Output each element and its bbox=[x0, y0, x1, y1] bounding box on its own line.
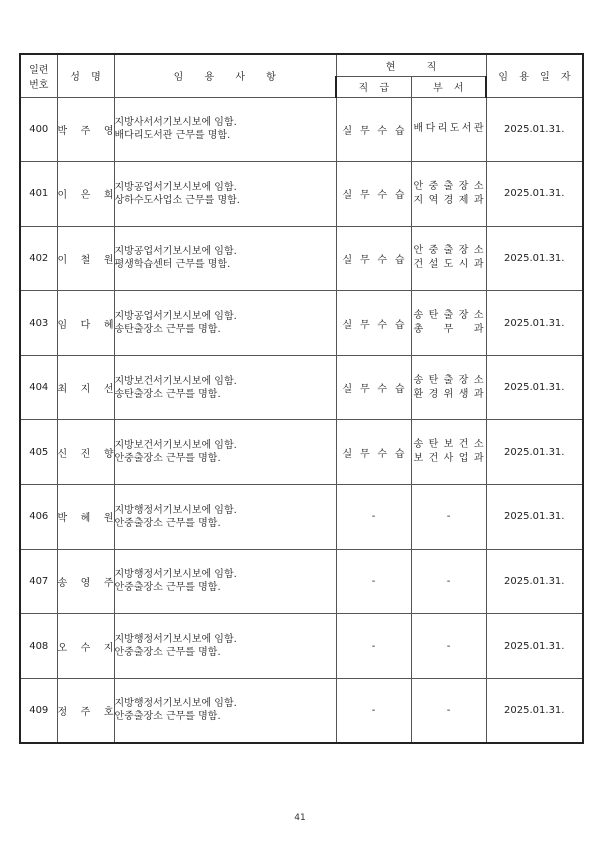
appointment-rank-text: 지방보건서기보시보에 임함. bbox=[114, 375, 237, 387]
char: 중 bbox=[428, 245, 439, 257]
header-detail-label: 임 용 사 항 bbox=[173, 72, 285, 84]
char: 출 bbox=[443, 180, 454, 192]
char: 실 bbox=[342, 254, 353, 266]
serial-number-cell: 408 bbox=[20, 614, 57, 679]
serial-number-cell: 402 bbox=[20, 226, 57, 291]
name-cell bbox=[57, 162, 114, 227]
header-dept-label: 부 서 bbox=[433, 83, 468, 94]
appointment-detail-cell bbox=[114, 485, 336, 550]
char: 수 bbox=[377, 125, 388, 137]
char: 생 bbox=[458, 388, 469, 400]
char: 이 bbox=[57, 190, 68, 202]
char: 습 bbox=[394, 448, 405, 460]
appointment-rank-text: 지방행정서기보시보에 임함. bbox=[114, 569, 237, 581]
table-row bbox=[20, 678, 583, 743]
char: 송 bbox=[413, 374, 424, 386]
char: 수 bbox=[377, 319, 388, 331]
char: 다 bbox=[80, 319, 91, 331]
char: 장 bbox=[458, 245, 469, 257]
char: 철 bbox=[80, 254, 91, 266]
appointment-rank-text: 지방행정서기보시보에 임함. bbox=[114, 634, 237, 646]
char: 다 bbox=[425, 123, 436, 135]
appointment-date-cell: 2025.01.31. bbox=[486, 355, 583, 420]
char: 건 bbox=[428, 453, 439, 465]
char: 소 bbox=[473, 245, 484, 257]
department-cell: - bbox=[411, 678, 486, 743]
char: 사 bbox=[443, 453, 454, 465]
char: 무 bbox=[359, 384, 370, 396]
char: 제 bbox=[458, 194, 469, 206]
char: 리 bbox=[437, 123, 448, 135]
department-cell bbox=[411, 162, 486, 227]
department-cell: - bbox=[411, 485, 486, 550]
department-cell bbox=[411, 420, 486, 485]
serial-number-cell: 401 bbox=[20, 162, 57, 227]
table-row bbox=[20, 355, 583, 420]
name-cell bbox=[57, 355, 114, 420]
grade-cell bbox=[336, 291, 411, 356]
name-cell bbox=[57, 485, 114, 550]
char: 출 bbox=[443, 310, 454, 322]
appointment-date-cell: 2025.01.31. bbox=[486, 291, 583, 356]
char: 송 bbox=[413, 310, 424, 322]
assignment-text: 안중출장소 근무를 명함. bbox=[114, 582, 221, 594]
char: 희 bbox=[103, 190, 114, 202]
grade-cell bbox=[336, 97, 411, 162]
char: 지 bbox=[413, 194, 424, 206]
department-cell: - bbox=[411, 614, 486, 679]
serial-number-cell: 407 bbox=[20, 549, 57, 614]
char: 지 bbox=[80, 384, 91, 396]
serial-number-cell: 406 bbox=[20, 485, 57, 550]
appointment-detail-cell bbox=[114, 614, 336, 679]
char: 실 bbox=[342, 190, 353, 202]
appointment-rank-text: 지방행정서기보시보에 임함. bbox=[114, 504, 237, 516]
char: 무 bbox=[359, 319, 370, 331]
char: 오 bbox=[57, 642, 68, 654]
char: 실 bbox=[342, 125, 353, 137]
char: 건 bbox=[413, 259, 424, 271]
name-cell bbox=[57, 97, 114, 162]
appointment-rank-text: 지방공업서기보시보에 임함. bbox=[114, 311, 237, 323]
char: 탄 bbox=[428, 310, 439, 322]
char: 관 bbox=[473, 123, 484, 135]
appointment-date-cell: 2025.01.31. bbox=[486, 226, 583, 291]
assignment-text: 송탄출장소 근무를 명함. bbox=[114, 324, 221, 336]
appointment-rank-text: 지방공업서기보시보에 임함. bbox=[114, 181, 237, 193]
appointment-rank-text: 지방보건서기보시보에 임함. bbox=[114, 440, 237, 452]
appointment-date-cell: 2025.01.31. bbox=[486, 162, 583, 227]
department-cell bbox=[411, 291, 486, 356]
char: 안 bbox=[413, 180, 424, 192]
char: 무 bbox=[359, 125, 370, 137]
header-appointment-detail bbox=[114, 54, 336, 97]
appointment-date-cell: 2025.01.31. bbox=[486, 614, 583, 679]
header-serial-number bbox=[20, 54, 57, 97]
char: 경 bbox=[443, 194, 454, 206]
char: 지 bbox=[103, 642, 114, 654]
header-current-position bbox=[336, 54, 486, 76]
table-row bbox=[20, 614, 583, 679]
assignment-text: 평생학습센터 근무를 명함. bbox=[114, 259, 231, 271]
char: 과 bbox=[473, 259, 484, 271]
char: 수 bbox=[377, 384, 388, 396]
char: 탄 bbox=[428, 374, 439, 386]
char: 배 bbox=[413, 123, 424, 135]
char: 서 bbox=[461, 123, 472, 135]
grade-cell: - bbox=[336, 614, 411, 679]
appointment-rank-text: 지방사서서기보시보에 임함. bbox=[114, 117, 237, 129]
department-cell bbox=[411, 355, 486, 420]
grade-cell: - bbox=[336, 485, 411, 550]
char: 도 bbox=[443, 259, 454, 271]
char: 실 bbox=[342, 448, 353, 460]
char: 수 bbox=[377, 190, 388, 202]
appointment-date-cell: 2025.01.31. bbox=[486, 549, 583, 614]
header-name-label: 성 명 bbox=[70, 72, 105, 84]
char: 습 bbox=[394, 319, 405, 331]
grade-cell bbox=[336, 162, 411, 227]
char: 과 bbox=[473, 194, 484, 206]
char: 과 bbox=[473, 324, 484, 336]
name-cell bbox=[57, 291, 114, 356]
header-current-label: 현 직 bbox=[385, 61, 451, 73]
appointment-detail-cell bbox=[114, 226, 336, 291]
char: 습 bbox=[394, 384, 405, 396]
char: 주 bbox=[80, 706, 91, 718]
serial-number-cell: 403 bbox=[20, 291, 57, 356]
serial-number-cell: 409 bbox=[20, 678, 57, 743]
char: 환 bbox=[413, 388, 424, 400]
char: 소 bbox=[473, 374, 484, 386]
char: 경 bbox=[428, 388, 439, 400]
char: 선 bbox=[103, 384, 114, 396]
char: 안 bbox=[413, 245, 424, 257]
table-row bbox=[20, 291, 583, 356]
department-cell bbox=[411, 97, 486, 162]
appointment-table bbox=[19, 53, 584, 744]
char: 주 bbox=[103, 577, 114, 589]
char: 습 bbox=[394, 190, 405, 202]
char: 수 bbox=[377, 448, 388, 460]
char: 중 bbox=[428, 180, 439, 192]
appointment-date-cell: 2025.01.31. bbox=[486, 485, 583, 550]
name-cell bbox=[57, 549, 114, 614]
appointment-date-cell: 2025.01.31. bbox=[486, 678, 583, 743]
char: 설 bbox=[428, 259, 439, 271]
char: 영 bbox=[103, 125, 114, 137]
char: 보 bbox=[443, 439, 454, 451]
char: 출 bbox=[443, 245, 454, 257]
char: 향 bbox=[103, 448, 114, 460]
header-serial-line1: 일련 bbox=[29, 64, 49, 76]
char: 과 bbox=[473, 453, 484, 465]
char: 혜 bbox=[80, 513, 91, 525]
char: 습 bbox=[394, 254, 405, 266]
char: 역 bbox=[428, 194, 439, 206]
appointment-date-cell: 2025.01.31. bbox=[486, 97, 583, 162]
char: 수 bbox=[80, 642, 91, 654]
char: 소 bbox=[473, 439, 484, 451]
char: 이 bbox=[57, 254, 68, 266]
header-serial-line2: 번호 bbox=[29, 79, 49, 91]
char: 진 bbox=[80, 448, 91, 460]
name-cell bbox=[57, 678, 114, 743]
char: 박 bbox=[57, 513, 68, 525]
assignment-text: 상하수도사업소 근무를 명함. bbox=[114, 194, 240, 206]
serial-number-cell: 405 bbox=[20, 420, 57, 485]
char: 무 bbox=[359, 448, 370, 460]
name-cell bbox=[57, 420, 114, 485]
char: 건 bbox=[458, 439, 469, 451]
grade-cell bbox=[336, 355, 411, 420]
char: 총 bbox=[413, 324, 424, 336]
char: 혜 bbox=[103, 319, 114, 331]
header-grade bbox=[336, 76, 411, 97]
char: 호 bbox=[103, 706, 114, 718]
char: 송 bbox=[57, 577, 68, 589]
char: 원 bbox=[103, 513, 114, 525]
char: 은 bbox=[80, 190, 91, 202]
header-name bbox=[57, 54, 114, 97]
char: 도 bbox=[449, 123, 460, 135]
appointment-detail-cell bbox=[114, 355, 336, 420]
char: 보 bbox=[413, 453, 424, 465]
grade-cell: - bbox=[336, 678, 411, 743]
table-row bbox=[20, 226, 583, 291]
appointment-rank-text: 지방공업서기보시보에 임함. bbox=[114, 246, 237, 258]
char: 주 bbox=[80, 125, 91, 137]
appointment-detail-cell bbox=[114, 97, 336, 162]
char: 영 bbox=[80, 577, 91, 589]
department-cell bbox=[411, 226, 486, 291]
char: 소 bbox=[473, 180, 484, 192]
table-row bbox=[20, 97, 583, 162]
char: 실 bbox=[342, 319, 353, 331]
assignment-text: 송탄출장소 근무를 명함. bbox=[114, 388, 221, 400]
header-grade-label: 직 급 bbox=[358, 83, 393, 94]
assignment-text: 안중출장소 근무를 명함. bbox=[114, 711, 221, 723]
char: 과 bbox=[473, 388, 484, 400]
char: 정 bbox=[57, 706, 68, 718]
char: 무 bbox=[359, 190, 370, 202]
grade-cell bbox=[336, 226, 411, 291]
assignment-text: 안중출장소 근무를 명함. bbox=[114, 517, 221, 529]
name-cell bbox=[57, 226, 114, 291]
char: 장 bbox=[458, 374, 469, 386]
assignment-text: 배다리도서관 근무를 명함. bbox=[114, 130, 231, 142]
char: 출 bbox=[443, 374, 454, 386]
appointment-date-cell: 2025.01.31. bbox=[486, 420, 583, 485]
char: 장 bbox=[458, 310, 469, 322]
grade-cell bbox=[336, 420, 411, 485]
appointment-detail-cell bbox=[114, 678, 336, 743]
char: 신 bbox=[57, 448, 68, 460]
assignment-text: 안중출장소 근무를 명함. bbox=[114, 453, 221, 465]
department-cell: - bbox=[411, 549, 486, 614]
char: 위 bbox=[443, 388, 454, 400]
char: 업 bbox=[458, 453, 469, 465]
appointment-detail-cell bbox=[114, 420, 336, 485]
char: 수 bbox=[377, 254, 388, 266]
appointment-rank-text: 지방행정서기보시보에 임함. bbox=[114, 698, 237, 710]
appointment-detail-cell bbox=[114, 291, 336, 356]
char: 시 bbox=[458, 259, 469, 271]
header-date-label: 임 용 일 자 bbox=[498, 72, 575, 84]
header-department bbox=[411, 76, 486, 97]
assignment-text: 안중출장소 근무를 명함. bbox=[114, 647, 221, 659]
char: 송 bbox=[413, 439, 424, 451]
table-row bbox=[20, 485, 583, 550]
header-appointment-date bbox=[486, 54, 583, 97]
char: 박 bbox=[57, 125, 68, 137]
appointment-detail-cell bbox=[114, 162, 336, 227]
char: 장 bbox=[458, 180, 469, 192]
serial-number-cell: 400 bbox=[20, 97, 57, 162]
char: 임 bbox=[57, 319, 68, 331]
char: 원 bbox=[103, 254, 114, 266]
char: 습 bbox=[394, 125, 405, 137]
table-row bbox=[20, 162, 583, 227]
page-number: 41 bbox=[294, 813, 306, 823]
name-cell bbox=[57, 614, 114, 679]
serial-number-cell: 404 bbox=[20, 355, 57, 420]
char: 실 bbox=[342, 384, 353, 396]
appointment-rows bbox=[20, 97, 583, 743]
char: 무 bbox=[359, 254, 370, 266]
appointment-detail-cell bbox=[114, 549, 336, 614]
grade-cell: - bbox=[336, 549, 411, 614]
char: 소 bbox=[473, 310, 484, 322]
char: 무 bbox=[443, 324, 454, 336]
char: 탄 bbox=[428, 439, 439, 451]
table-row bbox=[20, 420, 583, 485]
char: 최 bbox=[57, 384, 68, 396]
table-row bbox=[20, 549, 583, 614]
